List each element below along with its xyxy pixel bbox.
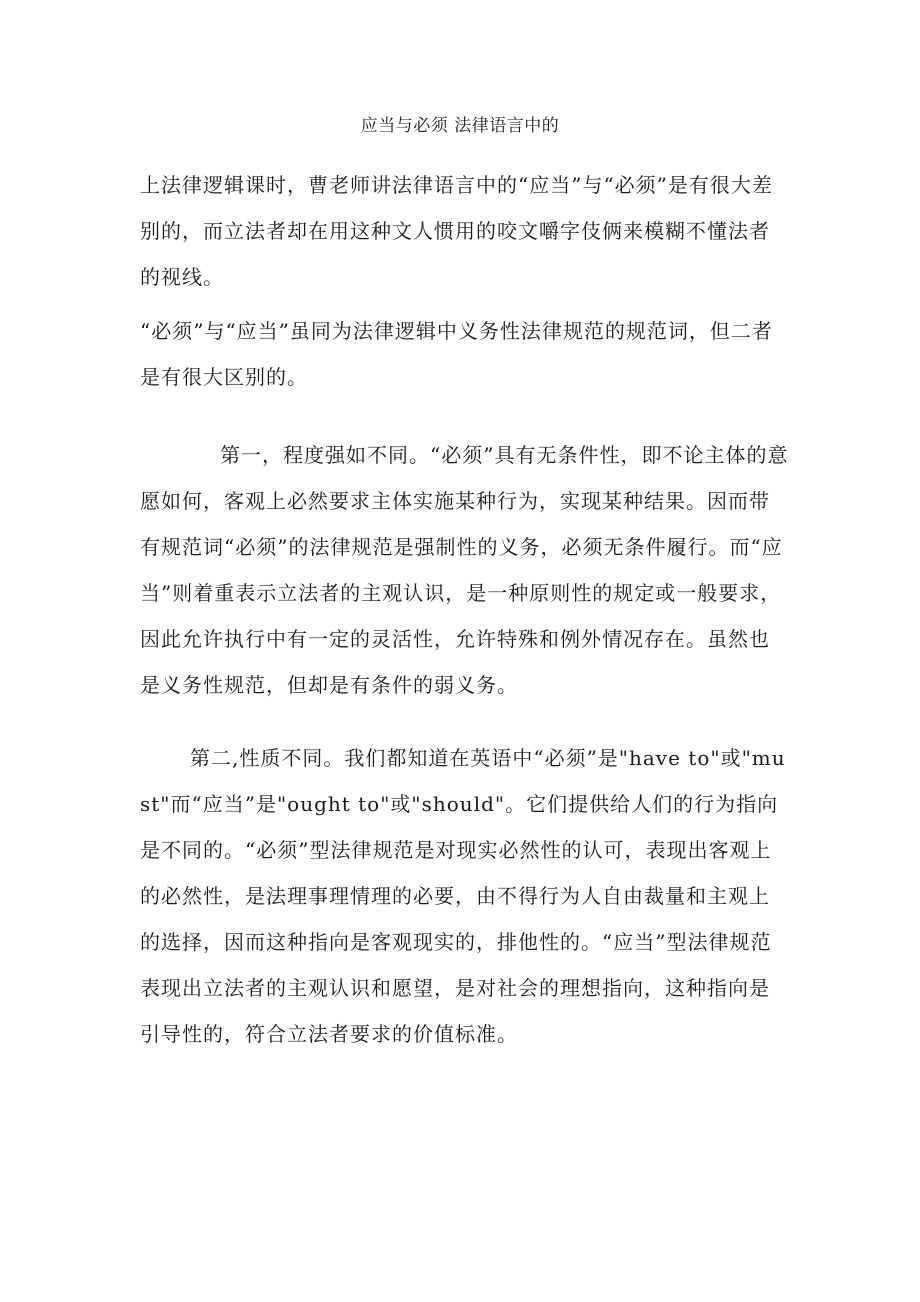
paragraph-point-one-text: 第一，程度强如不同。“必须”具有无条件性，即不论主体的意愿如何，客观上必然要求主体实施某种行为，实现某种结果。因而带有规范词“必须”的法律规范是强制性的义务，必须无条件履行。而“应当”则着重表示立法者的主观认识，是一种原则性的规定或一般要求，因此允许执行中有一定的灵活性，允许特殊和例外情况存在。虽然也是义务性规范，但却是有条件的弱义务。 (140, 443, 789, 697)
paragraph-point-two (140, 735, 790, 1057)
paragraph-comparison: “必须”与“应当”虽同为法律逻辑中义务性法律规范的规范词，但二者是有很大区别的。 (140, 319, 773, 389)
paragraph-point-two-text: 第二,性质不同。我们都知道在英语中“必须”是"have to"或"must"而“应当”是"ought to"或"should"。它们提供给人们的行为指向是不同的。“必须”型法律规范是对现实必然性的认可，表现出客观上的必然性，是法理事理情理的必要，由不得行为人自由裁量和主观上的选择，因而这种指向是客观现实的，排他性的。“应当”型法律规范表现出立法者的主观认识和愿望，是对社会的理想指向，这种指向是引导性的，符合立法者要求的价值标准。 (140, 746, 786, 1046)
paragraph-point-one (140, 432, 790, 708)
paragraph-intro: 上法律逻辑课时，曹老师讲法律语言中的“应当”与“必须”是有很大差别的，而立法者却在用这种文人惯用的咬文嚼字伎俩来模糊不懂法者的视线。 (140, 173, 773, 289)
document-title: 应当与必须 法律语言中的 (360, 116, 560, 136)
document-body (140, 162, 790, 1057)
